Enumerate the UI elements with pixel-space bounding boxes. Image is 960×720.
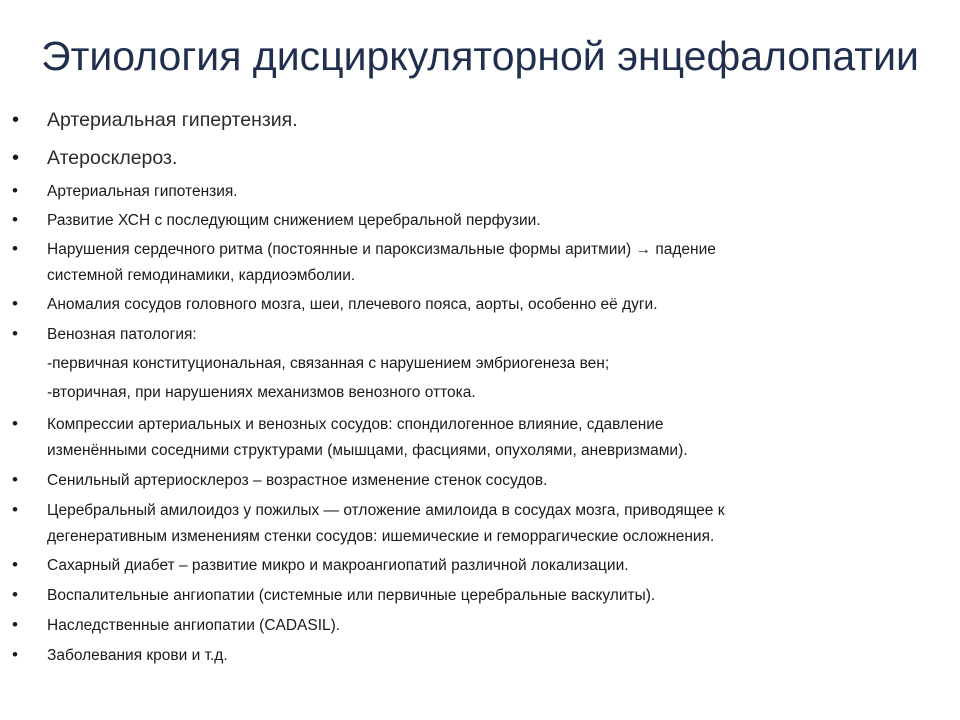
bullet-icon: •: [12, 500, 18, 519]
bullet-icon: •: [12, 585, 18, 604]
list-item: Заболевания крови и т.д.: [47, 647, 228, 664]
bullet-icon: •: [12, 555, 18, 574]
bullet-icon: •: [12, 294, 18, 313]
bullet-icon: •: [12, 109, 20, 131]
list-item: Атеросклероз.: [47, 147, 178, 169]
list-item: Аномалия сосудов головного мозга, шеи, плечевого пояса, аорты, особенно её дуги.: [47, 296, 658, 313]
list-item: Сенильный артериосклероз – возрастное изменение стенок сосудов.: [47, 472, 548, 489]
list-item-continuation: изменёнными соседними структурами (мышцами, фасциями, опухолями, аневризмами).: [47, 442, 688, 459]
bullet-icon: •: [12, 210, 18, 229]
list-item: Наследственные ангиопатии (CADASIL).: [47, 617, 341, 634]
list-item-continuation: -первичная конституциональная, связанная с нарушением эмбриогенеза вен;: [47, 355, 610, 372]
bullet-icon: •: [12, 239, 18, 258]
list-item: Артериальная гипотензия.: [47, 183, 238, 200]
bullet-icon: •: [12, 147, 20, 169]
bullet-icon: •: [12, 645, 18, 664]
list-item-continuation: дегенеративным изменениям стенки сосудов: ишемические и геморрагические осложнения.: [47, 528, 715, 545]
list-item: Церебральный амилоидоз у пожилых — отложение амилоида в сосудах мозга, приводящее к: [47, 502, 725, 519]
list-item: Венозная патология:: [47, 326, 197, 343]
bullet-icon: •: [12, 615, 18, 634]
bullet-icon: •: [12, 414, 18, 433]
list-item: Артериальная гипертензия.: [47, 109, 298, 131]
bullet-icon: •: [12, 324, 18, 343]
bullet-icon: •: [12, 470, 18, 489]
list-item: Компрессии артериальных и венозных сосудов: спондилогенное влияние, сдавление: [47, 416, 664, 433]
list-item: Развитие ХСН с последующим снижением церебральной перфузии.: [47, 212, 541, 229]
slide-title: Этиология дисциркуляторной энцефалопатии: [41, 33, 919, 79]
bullet-icon: •: [12, 181, 18, 200]
list-item: Нарушения сердечного ритма (постоянные и пароксизмальные формы аритмии) → падение: [47, 241, 716, 258]
list-item-continuation: -вторичная, при нарушениях механизмов венозного оттока.: [47, 384, 476, 401]
list-item: Сахарный диабет – развитие микро и макроангиопатий различной локализации.: [47, 557, 629, 574]
list-item: Воспалительные ангиопатии (системные или первичные церебральные васкулиты).: [47, 587, 656, 604]
list-item-continuation: системной гемодинамики, кардиоэмболии.: [47, 267, 356, 284]
